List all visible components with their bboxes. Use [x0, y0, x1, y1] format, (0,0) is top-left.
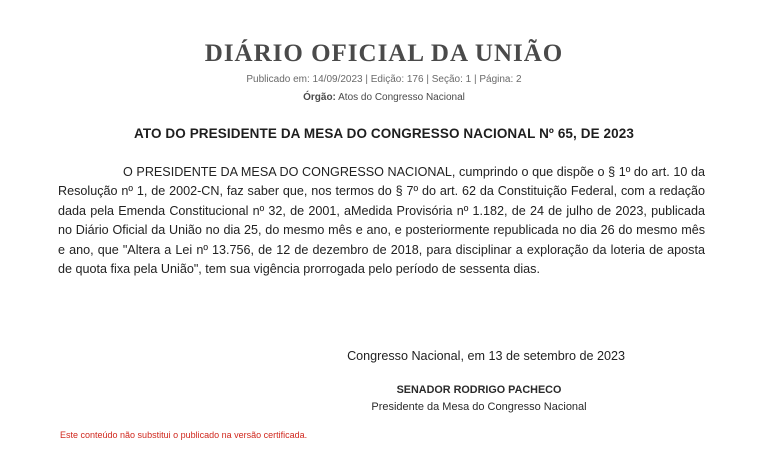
place-date: Congresso Nacional, em 13 de setembro de 2023	[347, 349, 625, 363]
masthead-title: DIÁRIO OFICIAL DA UNIÃO	[204, 40, 564, 67]
certification-disclaimer: Este conteúdo não substitui o publicado na versão certificada.	[60, 430, 308, 440]
signer-role: Presidente da Mesa do Congresso Nacional	[371, 401, 587, 413]
act-body-paragraph: O PRESIDENTE DA MESA DO CONGRESSO NACIONAL, cumprindo o que dispõe o § 1º do art. 10 da Resolução nº 1, de 2002-CN, faz saber que, nos termos do § 7º do art. 62 da Constituição Federal, com a redação dada pela Emenda Constitucional nº 32, de 2001, aMedida Provisória nº 1.182, de 24 de julho de 2023, publicada no Diário Oficial da União no dia 25, do mesmo mês e ano, e posteriormente republicada no dia 26 do mesmo mês e ano, que "Altera a Lei nº 13.756, de 12 de dezembro de 2018, para disciplinar a exploração da loteria de aposta de quota fixa pela União", tem sua vigência prorrogada pelo período de sessenta dias.	[58, 165, 705, 277]
act-title: ATO DO PRESIDENTE DA MESA DO CONGRESSO NACIONAL Nº 65, DE 2023	[134, 126, 634, 141]
orgao-line	[0, 92, 768, 103]
signer-name: SENADOR RODRIGO PACHECO	[396, 384, 562, 396]
orgao-label: Órgão:	[303, 92, 336, 103]
publication-info: Publicado em: 14/09/2023 | Edição: 176 | Seção: 1 | Página: 2	[246, 74, 522, 85]
orgao-value: Atos do Congresso Nacional	[338, 92, 465, 103]
